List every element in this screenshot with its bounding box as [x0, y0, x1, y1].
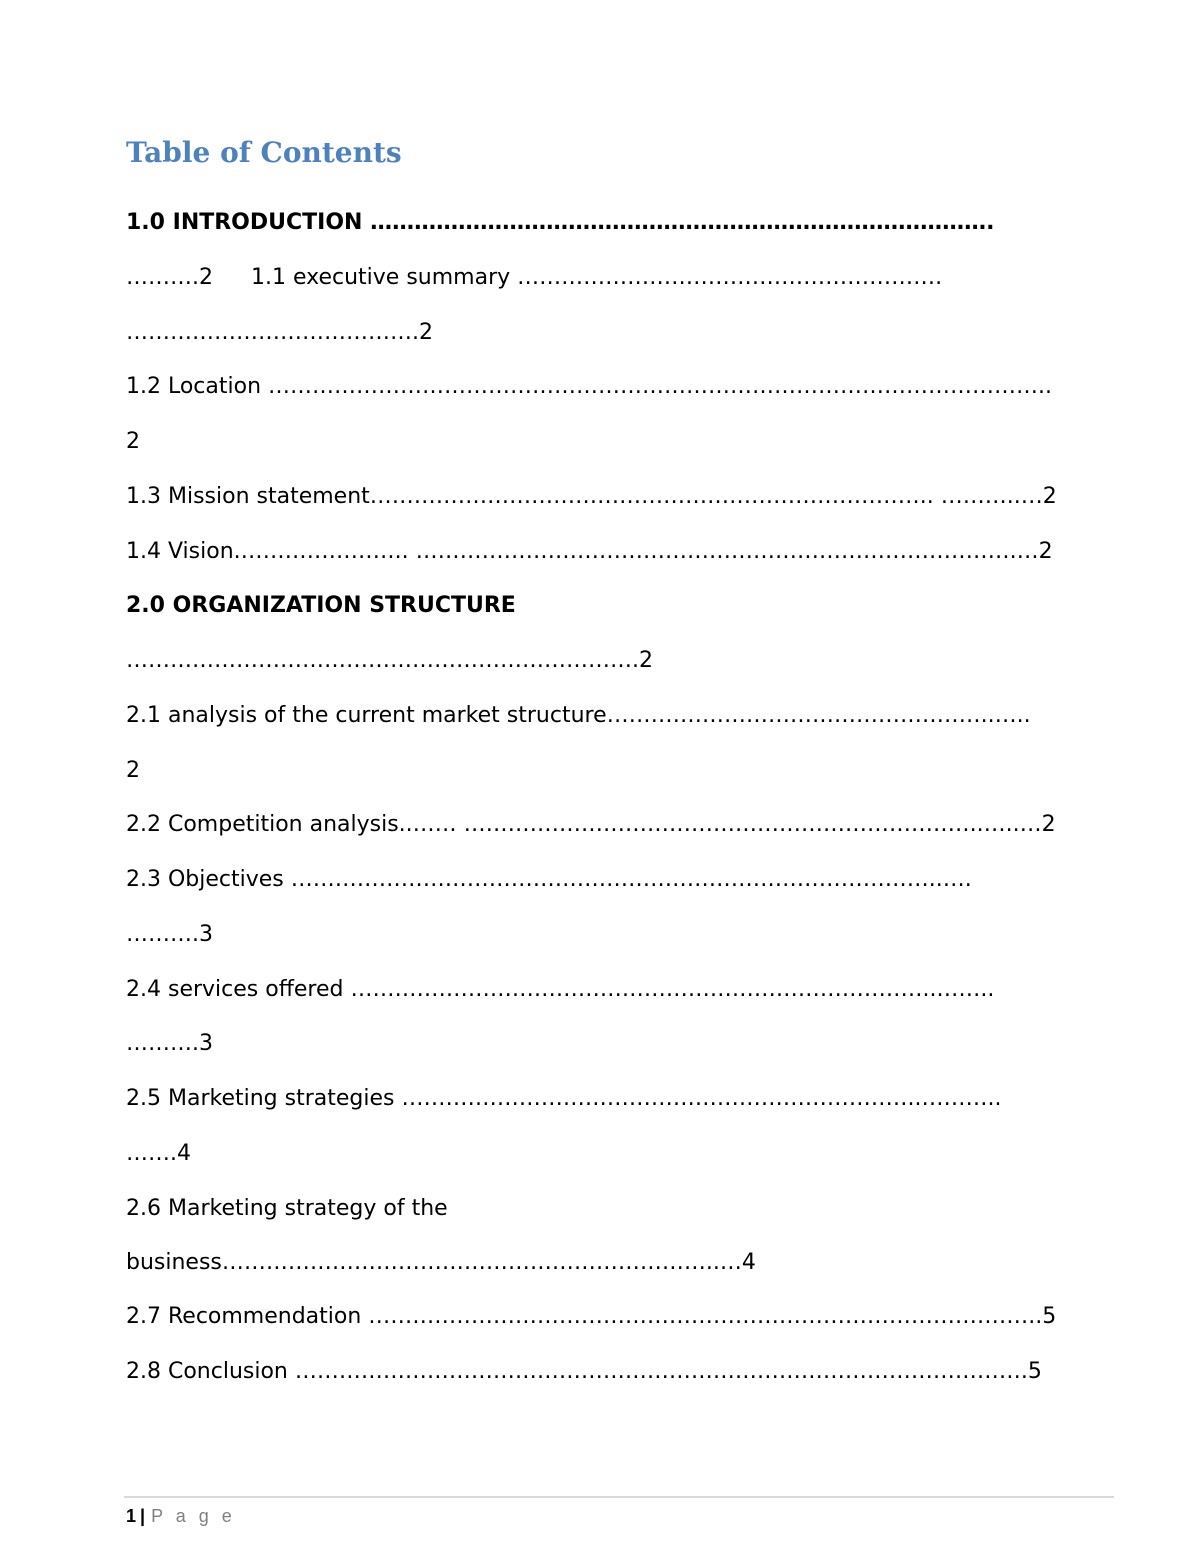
toc-page-number: 2 — [126, 758, 140, 783]
footer-page-number: 1 — [126, 1506, 137, 1526]
toc-entry-business-continuation: business…………………………………………………………..…4 — [126, 1250, 756, 1275]
footer-page-label: P a g e — [151, 1506, 236, 1526]
toc-entry-services-offered: 2.4 services offered ……………………………………………………………………..…….. — [126, 977, 995, 1002]
toc-entry-location: 1.2 Location …………………………………………………………………………………………….. — [126, 374, 1053, 399]
toc-entry-organization-structure: 2.0 ORGANIZATION STRUCTURE — [126, 593, 516, 618]
toc-title: Table of Contents — [126, 136, 402, 169]
toc-entry-marketing-strategies: 2.5 Marketing strategies ……………………………………………………………..……….. — [126, 1086, 1002, 1111]
page-footer — [126, 1505, 236, 1527]
toc-entry-market-structure: 2.1 analysis of the current market structure……………………………………………..….. — [126, 703, 1031, 728]
toc-leader-page: ……….3 — [126, 1031, 213, 1056]
toc-entry-recommendation: 2.7 Recommendation ………………………………………………………………………………..5 — [126, 1304, 1057, 1329]
toc-leader-page: …………………………………………………………….2 — [126, 648, 653, 673]
toc-entry-competition-analysis: 2.2 Competition analysis..…… ……………………………………………………………..…..…2 — [126, 812, 1056, 837]
footer-divider — [124, 1496, 1114, 1498]
toc-entry-line — [126, 264, 942, 292]
toc-leader-page: ……….2 — [126, 265, 213, 290]
toc-leader-page: ………………………………….2 — [126, 320, 433, 345]
toc-entry-vision: 1.4 Vision.………………….. ……………………………………………………………………….…2 — [126, 539, 1053, 564]
toc-entry-marketing-strategy-business: 2.6 Marketing strategy of the — [126, 1196, 448, 1221]
toc-page-number: 2 — [126, 429, 140, 454]
toc-leader-page: …….4 — [126, 1141, 191, 1166]
toc-leader-page: ……….3 — [126, 922, 213, 947]
toc-entry-mission-statement: 1.3 Mission statement………………………………………………………………….. ………..…2 — [126, 484, 1057, 509]
toc-entry-objectives: 2.3 Objectives ……………………………………………………………………………..…. — [126, 867, 972, 892]
footer-separator: | — [140, 1506, 146, 1526]
toc-entry-executive-summary: 1.1 executive summary …………………………………………………. — [251, 265, 943, 290]
toc-entry-introduction: 1.0 INTRODUCTION …………………………………………………………………………. — [126, 210, 995, 235]
toc-entry-conclusion: 2.8 Conclusion ……………………………………………………………………………………….5 — [126, 1359, 1042, 1384]
